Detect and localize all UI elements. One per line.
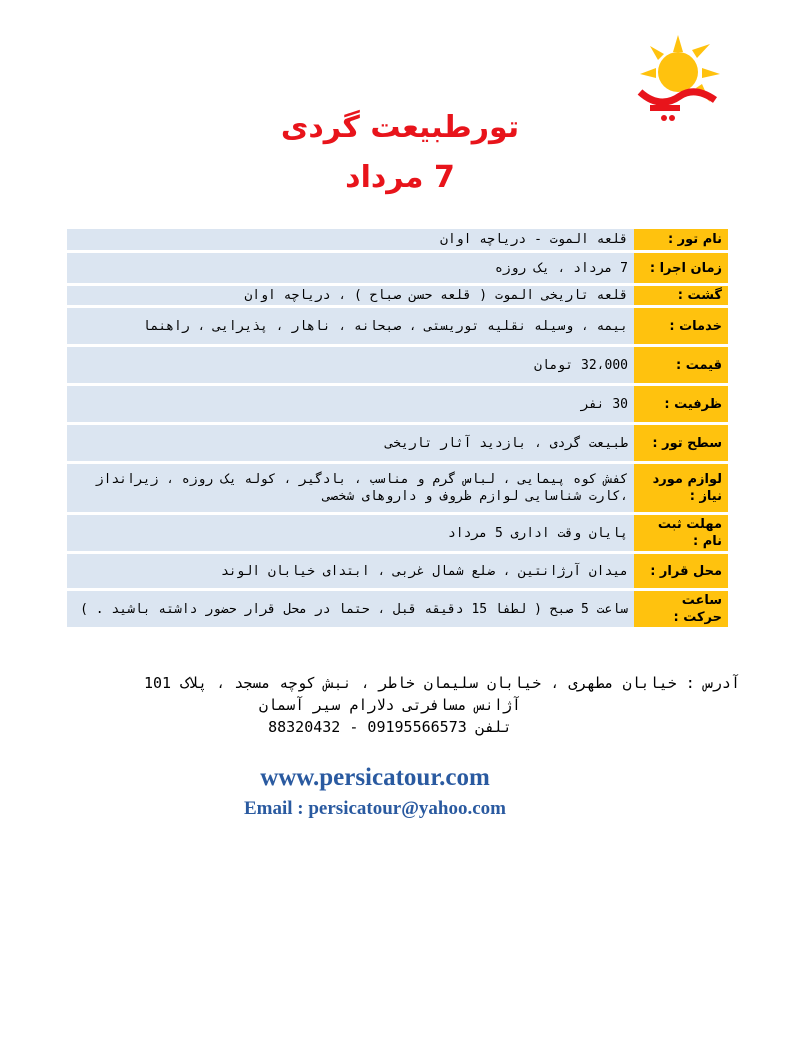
row-value: میدان آرژانتین ، ضلع شمال غربی ، ابتدای خیابان الوند xyxy=(67,554,634,588)
row-label: گشت : xyxy=(634,286,728,305)
persica-logo xyxy=(620,30,730,140)
row-value: پایان وقت اداری 5 مرداد xyxy=(67,515,634,551)
contact-block xyxy=(40,672,740,738)
sun-logo-icon xyxy=(620,30,730,140)
table-row xyxy=(67,347,728,383)
table-row xyxy=(67,464,728,512)
tour-date: 7 مرداد xyxy=(345,160,455,195)
table-row xyxy=(67,229,728,250)
row-value: ساعت 5 صبح ( لطفا 15 دقیقه قبل ، حتما در محل قرار حضور داشته باشید . ) xyxy=(67,591,634,627)
table-row xyxy=(67,386,728,422)
email-link[interactable]: Email : persicatour@yahoo.com xyxy=(243,798,506,819)
row-label: ظرفیت : xyxy=(634,386,728,422)
table-row xyxy=(67,515,728,551)
table-row xyxy=(67,591,728,627)
tour-info-table xyxy=(67,226,728,630)
row-value: 30 نفر xyxy=(67,386,634,422)
website-link[interactable]: www.persicatour.com xyxy=(260,764,490,791)
table-row xyxy=(67,253,728,283)
table-row xyxy=(67,286,728,305)
row-value: 7 مرداد ، یک روزه xyxy=(67,253,634,283)
row-label: محل قرار : xyxy=(634,554,728,588)
row-value: بیمه ، وسیله نقلیه توریستی ، صبحانه ، ناهار ، پذیرایی ، راهنما xyxy=(67,308,634,344)
row-value: قلعه تاریخی الموت ( قلعه حسن صباح ) ، دریاچه اوان xyxy=(67,286,634,305)
row-label: قیمت : xyxy=(634,347,728,383)
row-value: 32،000 تومان xyxy=(67,347,634,383)
row-label: خدمات : xyxy=(634,308,728,344)
row-label: زمان اجرا : xyxy=(634,253,728,283)
table-row xyxy=(67,308,728,344)
tour-title: تورطبیعت گردی xyxy=(280,110,520,145)
row-value: طبیعت گردی ، بازدید آثار تاریخی xyxy=(67,425,634,461)
table-row xyxy=(67,425,728,461)
phone-numbers: تلفن 09195566573 - 88320432 xyxy=(268,718,512,736)
row-label: نام تور : xyxy=(634,229,728,250)
row-label: ساعت حرکت : xyxy=(634,591,728,627)
row-value: قلعه الموت - دریاچه اوان xyxy=(67,229,634,250)
row-value: کفش کوه پیمایی ، لباس گرم و مناسب ، بادگیر ، کوله یک روزه ، زیرانداز ،کارت شناسایی لوازم ظروف و داروهای شخصی xyxy=(67,464,634,512)
row-label: مهلت ثبت نام : xyxy=(634,515,728,551)
table-row xyxy=(67,554,728,588)
row-label: سطح تور : xyxy=(634,425,728,461)
address-text: آدرس : خیابان مطهری ، خیابان سلیمان خاطر ، نبش کوچه مسجد ، پلاک 101 xyxy=(143,674,740,692)
agency-name: آژانس مسافرتی دلارام سیر آسمان xyxy=(259,696,521,714)
row-label: لوازم مورد نیاز : xyxy=(634,464,728,512)
